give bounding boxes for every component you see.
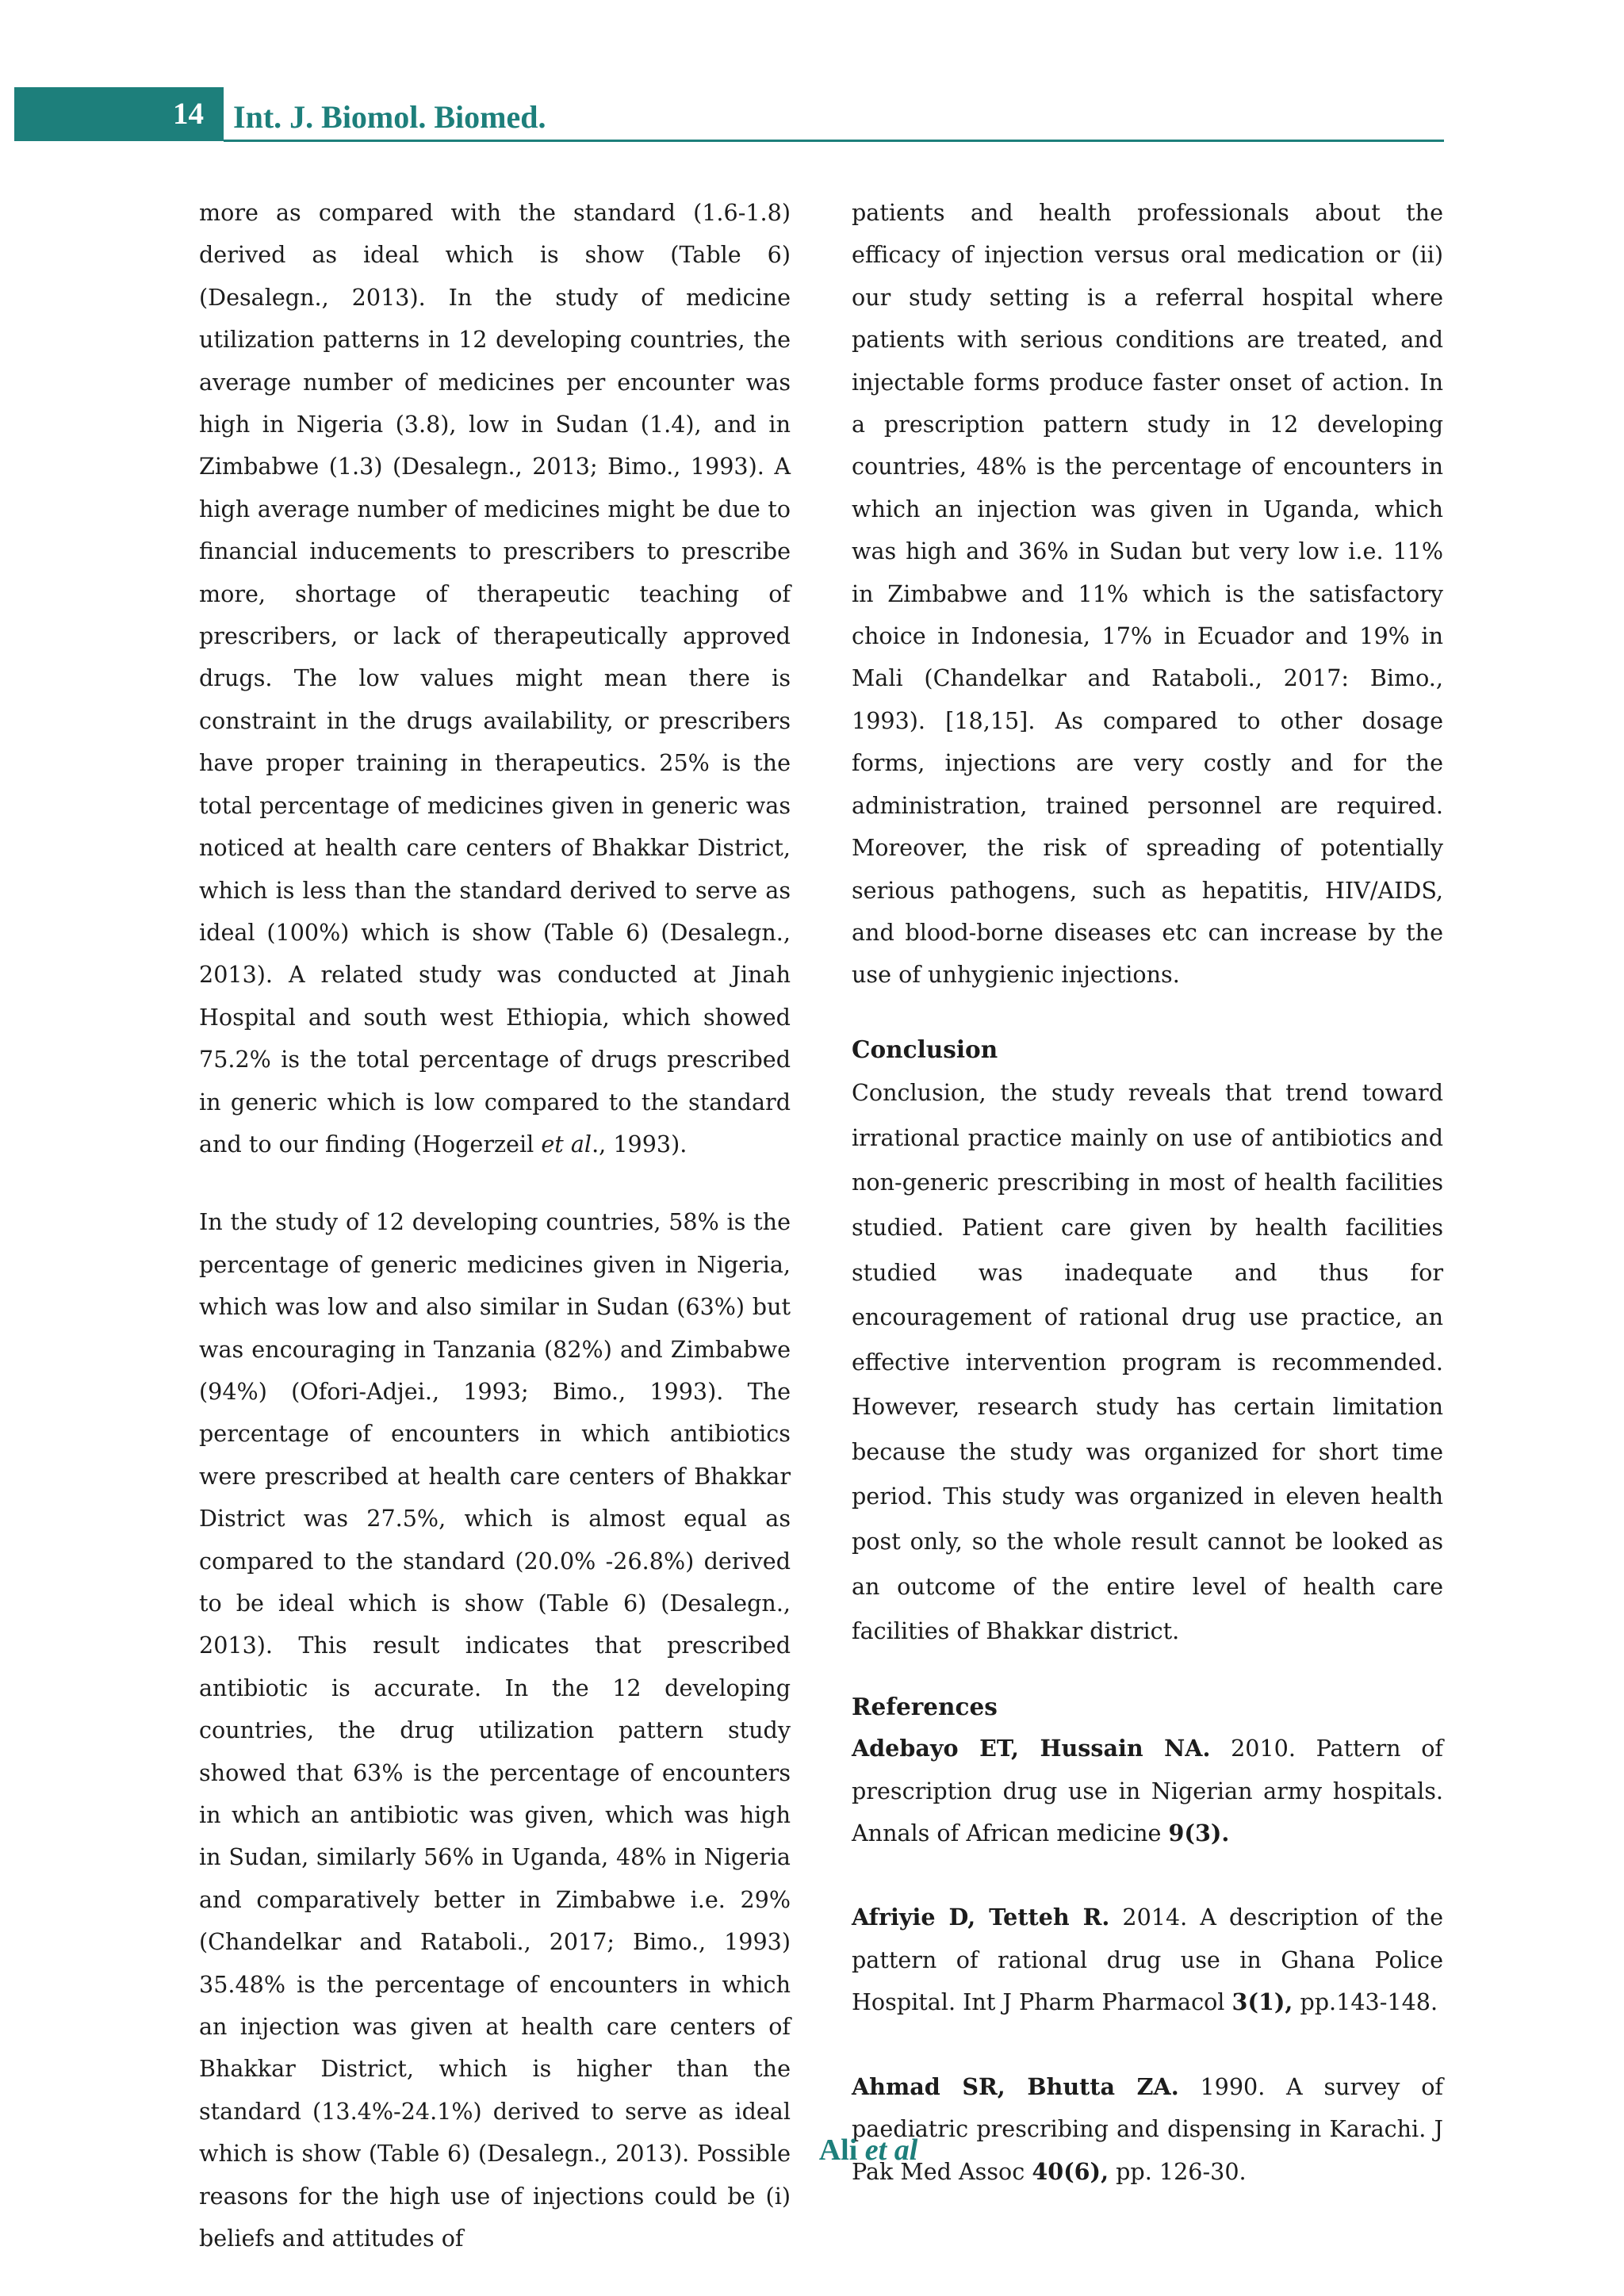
- page-number: 14: [173, 97, 204, 131]
- reference-authors: Adebayo ET, Hussain NA.: [852, 1735, 1211, 1762]
- conclusion-text: Conclusion, the study reveals that trend toward irrational practice mainly on use of antibiotics and non-generic prescribing in most of health facilities studied. Patient care given by health facilities studied was inadequate and thus for encouragement of rational drug use practice, an effective intervention program is recommended. However, research study has certain limitation because the study was organized for short time period. This study was organized in eleven health post only, so the whole result cannot be looked as an outcome of the entire level of health care facilities of Bhakkar district.: [852, 1079, 1443, 1645]
- reference-volume: 9(3).: [1168, 1820, 1230, 1847]
- left-paragraph-2: In the study of 12 developing countries, 58% is the percentage of generic medicines given in Nigeria, which was low and also similar in Sudan (63%) but was encouraging in Tanzania (82%) and Zimbabwe (94%) (Ofori-Adjei., 1993; Bimo., 1993). The percentage of encounters in which antibiotics were prescribed at health care centers of Bhakkar District was 27.5%, which is almost equal as compared to the standard (20.0% -26.8%) derived to be ideal which is show (Table 6) (Desalegn., 2013). This result indicates that prescribed antibiotic is accurate. In the 12 developing countries, the drug utilization pattern study showed that 63% is the percentage of encounters in which an antibiotic was given, which was high in Sudan, similarly 56% in Uganda, 48% in Nigeria and comparatively better in Zimbabwe i.e. 29% (Chandelkar and Rataboli., 2017; Bimo., 1993) 35.48% is the percentage of encounters in which an injection was given at health care centers of Bhakkar District, which is higher than the standard (13.4%-24.1%) derived to serve as ideal which is show (Table 6) (Desalegn., 2013). Possible reasons for the high use of injections could be (i) beliefs and attitudes of: [199, 1208, 791, 2252]
- left-paragraph-1: more as compared with the standard (1.6-1.8) derived as ideal which is show (Table 6) (Desalegn., 2013). In the study of medicine utilization patterns in 12 developing countries, the average number of medicines per encounter was high in Nigeria (3.8), low in Sudan (1.4), and in Zimbabwe (1.3) (Desalegn., 2013; Bimo., 1993). A high average number of medicines might be due to financial inducements to prescribers to prescribe more, shortage of therapeutic teaching of prescribers, or lack of therapeutically approved drugs. The low values might mean there is constraint in the drugs availability, or prescribers have proper training in therapeutics. 25% is the total percentage of medicines given in generic was noticed at health care centers of Bhakkar District, which is less than the standard derived to serve as ideal (100%) which is show (Table 6) (Desalegn., 2013). A related study was conducted at Jinah Hospital and south west Ethiopia, which showed 75.2% is the total percentage of drugs prescribed in generic which is low compared to the standard and to our finding (Hogerzeil et al., 1993).: [199, 199, 791, 1158]
- italic-et-al: et al: [541, 1130, 592, 1158]
- reference-item: Adebayo ET, Hussain NA. 2010. Pattern of prescription drug use in Nigerian army hospitals. Annals of African medicine 9(3).: [852, 1735, 1443, 1847]
- footer-author: Ali et al: [818, 2133, 918, 2167]
- reference-volume: 3(1),: [1231, 1988, 1293, 2016]
- footer-et-al: et al: [864, 2133, 918, 2167]
- conclusion-heading: Conclusion: [852, 1035, 998, 1063]
- left-column: [199, 192, 791, 2260]
- reference-item: Ahmad SR, Bhutta ZA. 1990. A survey of paediatric prescribing and dispensing in Karachi. J Pak Med Assoc 40(6), pp. 126-30.: [852, 2072, 1443, 2185]
- reference-volume: 40(6),: [1032, 2157, 1109, 2185]
- right-column: [852, 192, 1443, 2193]
- journal-title: Int. J. Biomol. Biomed.: [233, 99, 546, 135]
- references-list: [852, 1728, 1443, 2193]
- reference-item: Afriyie D, Tetteh R. 2014. A description of the pattern of rational drug use in Ghana Police Hospital. Int J Pharm Pharmacol 3(1), pp.143-148.: [852, 1904, 1443, 2016]
- reference-authors: Ahmad SR, Bhutta ZA.: [852, 2072, 1179, 2100]
- right-paragraph-1: patients and health professionals about the efficacy of injection versus oral medication or (ii) our study setting is a referral hospital where patients with serious conditions are treated, and injectable forms produce faster onset of action. In a prescription pattern study in 12 developing countries, 48% is the percentage of encounters in which an injection was given in Uganda, which was high and 36% in Sudan but very low i.e. 11% in Zimbabwe and 11% which is the satisfactory choice in Indonesia, 17% in Ecuador and 19% in Mali (Chandelkar and Rataboli., 2017: Bimo., 1993). [18,15]. As compared to other dosage forms, injections are very costly and for the administration, trained personnel are required. Moreover, the risk of spreading of potentially serious pathogens, such as hepatitis, HIV/AIDS, and blood-borne diseases etc can increase by the use of unhygienic injections.: [852, 199, 1443, 989]
- header-rule: [224, 140, 1444, 142]
- references-heading: References: [852, 1692, 998, 1720]
- reference-authors: Afriyie D, Tetteh R.: [852, 1904, 1110, 1931]
